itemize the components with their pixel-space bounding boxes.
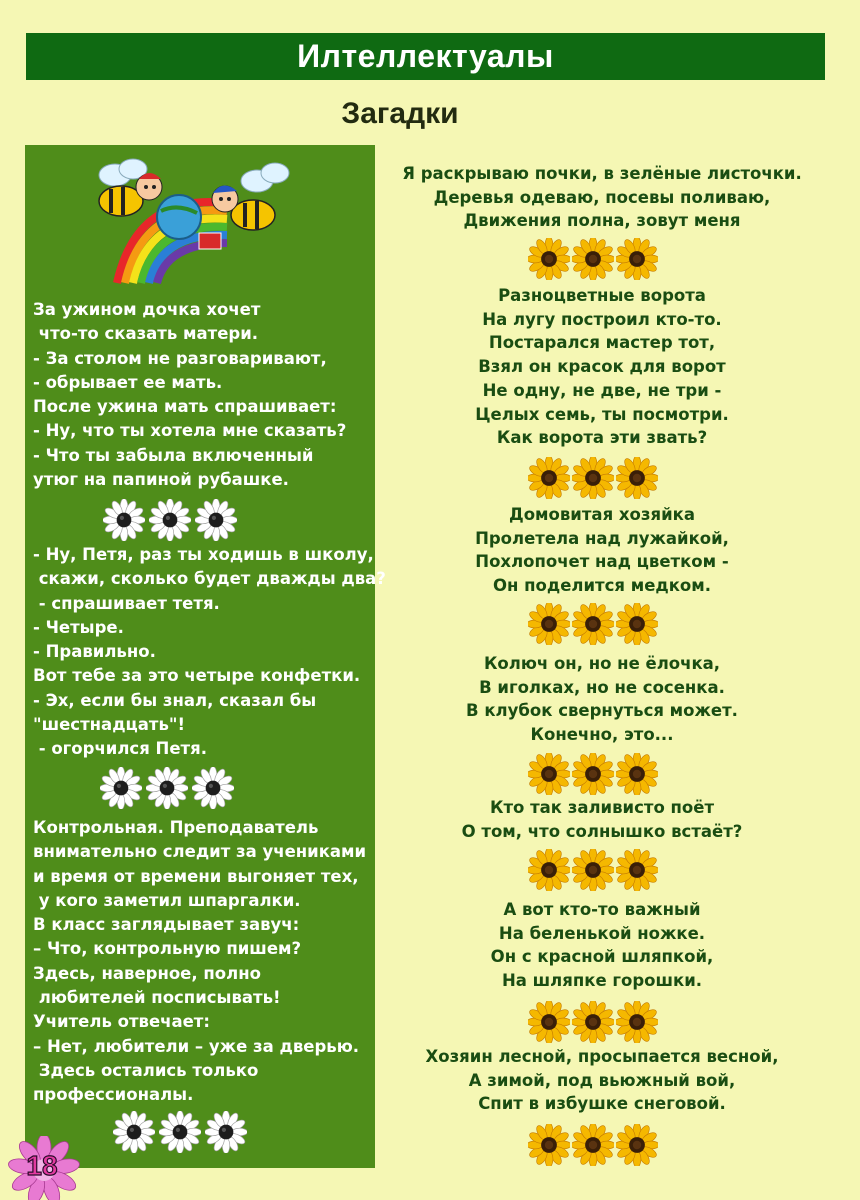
joke-line: - Четыре. — [33, 617, 124, 637]
riddle-line: На лугу построил кто-то. — [482, 309, 722, 329]
joke-line: Здесь, наверное, полно — [33, 963, 261, 983]
sunflower-icon — [572, 753, 614, 795]
sunflower-icon — [572, 1001, 614, 1043]
joke-line: В класс заглядывает завуч: — [33, 915, 300, 935]
joke-line: "шестнадцать"! — [33, 715, 185, 735]
joke-line: – Что, контрольную пишем? — [33, 939, 302, 959]
joke-line: – Нет, любители – уже за дверью. — [33, 1036, 360, 1056]
sunflower-icon — [528, 603, 570, 645]
riddle-line: А вот кто-то важный — [503, 900, 701, 919]
riddle-line: Целых семь, ты посмотри. — [475, 404, 729, 424]
sunflower-separator — [528, 1124, 658, 1166]
daisy-separator — [113, 1111, 247, 1153]
riddle-line: Взял он красок для ворот — [478, 357, 726, 377]
joke-line: - Ну, что ты хотела мне сказать? — [33, 421, 347, 441]
jokes-panel — [25, 145, 386, 1168]
riddle-line: Как ворота эти звать? — [496, 428, 708, 448]
daisy-icon — [192, 767, 234, 809]
riddle-2 — [372, 284, 832, 450]
page-number: 18 — [26, 1150, 58, 1181]
joke-2 — [33, 543, 386, 762]
daisy-icon — [149, 499, 191, 541]
sunflower-icon — [616, 603, 658, 645]
riddle-line: Я раскрываю почки, в зелёные листочки. — [402, 164, 802, 183]
sunflower-icon — [528, 849, 570, 891]
riddle-line: Кто так заливисто поёт — [489, 798, 715, 817]
riddle-line: Домовитая хозяйка — [509, 505, 695, 524]
riddle-line: А зимой, под вьюжный вой, — [468, 1070, 736, 1090]
riddle-line: В иголках, но не сосенка. — [479, 677, 725, 697]
sunflower-icon — [528, 238, 570, 280]
joke-line: После ужина мать спрашивает: — [33, 397, 337, 417]
sunflower-icon — [572, 849, 614, 891]
riddle-line: Не одну, не две, не три - — [482, 380, 722, 400]
daisy-icon — [195, 499, 237, 541]
joke-line: любителей посписывать! — [33, 988, 281, 1008]
sunflower-icon — [528, 457, 570, 499]
page-subtitle: Загадки — [341, 97, 459, 130]
sunflower-icon — [616, 238, 658, 280]
riddle-line: О том, что солнышко встаёт? — [461, 821, 743, 841]
sunflower-separator — [528, 238, 658, 280]
joke-line: Учитель отвечает: — [33, 1012, 210, 1032]
daisy-icon — [113, 1111, 155, 1153]
sunflower-separator — [528, 1001, 658, 1043]
joke-line: Здесь остались только — [33, 1060, 259, 1080]
joke-1 — [33, 298, 346, 492]
riddle-line: Колюч он, но не ёлочка, — [483, 654, 721, 673]
sunflower-separator — [528, 849, 658, 891]
daisy-icon — [100, 767, 142, 809]
sunflower-icon — [572, 238, 614, 280]
joke-line: у кого заметил шпаргалки. — [33, 890, 301, 910]
joke-line: - спрашивает тетя. — [33, 593, 220, 613]
daisy-icon — [103, 499, 145, 541]
joke-line: - Эх, если бы знал, сказал бы — [33, 690, 317, 710]
joke-line: что-то сказать матери. — [33, 324, 259, 344]
sunflower-icon — [528, 1124, 570, 1166]
sunflower-icon — [572, 457, 614, 499]
riddle-line: Он с красной шляпкой, — [490, 947, 714, 967]
joke-line: Контрольная. Преподаватель — [33, 818, 319, 837]
joke-line: Вот тебе за это четыре конфетки. — [33, 666, 361, 686]
section-title: Илтеллектуалы — [297, 38, 554, 74]
joke-line: - Ну, Петя, раз ты ходишь в школу, — [33, 545, 374, 564]
sunflower-icon — [616, 753, 658, 795]
sunflower-icon — [616, 457, 658, 499]
daisy-icon — [205, 1111, 247, 1153]
sunflower-icon — [616, 849, 658, 891]
riddle-line: Похлопочет над цветком - — [475, 552, 729, 572]
riddle-4 — [372, 652, 832, 747]
joke-line: - За столом не разговаривают, — [33, 348, 327, 368]
section-title-banner — [26, 33, 825, 80]
joke-3 — [33, 816, 366, 1108]
riddle-line: Разноцветные ворота — [498, 286, 706, 305]
riddle-line: Конечно, это... — [530, 725, 674, 745]
daisy-separator — [100, 767, 234, 809]
sunflower-icon — [528, 1001, 570, 1043]
joke-line: За ужином дочка хочет — [33, 300, 261, 319]
daisy-separator — [103, 499, 237, 541]
riddle-3 — [372, 503, 832, 598]
sunflower-separator — [528, 603, 658, 645]
joke-line: внимательно следит за учениками — [33, 842, 367, 862]
sunflower-icon — [616, 1124, 658, 1166]
joke-line: - огорчился Петя. — [33, 739, 207, 759]
riddle-line: Пролетела над лужайкой, — [475, 528, 729, 548]
riddle-line: Он поделится медком. — [492, 576, 712, 596]
joke-line: и время от времени выгоняет тех, — [33, 866, 359, 886]
joke-line: профессионалы. — [33, 1085, 194, 1105]
sunflower-icon — [572, 603, 614, 645]
riddle-line: Спит в избушке снеговой. — [478, 1094, 726, 1114]
sunflower-separator — [528, 457, 658, 499]
riddle-5 — [372, 796, 832, 843]
riddle-line: Деревья одеваю, посевы поливаю, — [433, 187, 771, 207]
daisy-icon — [159, 1111, 201, 1153]
bees-rainbow-illustration — [77, 153, 297, 288]
riddle-7 — [372, 1045, 832, 1116]
riddle-line: Хозяин лесной, просыпается весной, — [425, 1047, 779, 1066]
joke-line: утюг на папиной рубашке. — [33, 470, 289, 490]
joke-line: скажи, сколько будет дважды два? — [33, 569, 386, 589]
sunflower-separator — [528, 753, 658, 795]
riddle-line: Движения полна, зовут меня — [463, 211, 741, 231]
joke-line: - Что ты забыла включенный — [33, 445, 314, 465]
riddle-line: На шляпке горошки. — [501, 971, 703, 991]
daisy-icon — [146, 767, 188, 809]
riddle-line: На беленькой ножке. — [498, 923, 706, 943]
sunflower-icon — [616, 1001, 658, 1043]
riddle-line: Постарался мастер тот, — [488, 333, 716, 353]
sunflower-icon — [528, 753, 570, 795]
riddle-1 — [372, 162, 832, 233]
joke-line: - обрывает ее мать. — [33, 372, 223, 392]
joke-line: - Правильно. — [33, 642, 156, 662]
sunflower-icon — [572, 1124, 614, 1166]
riddle-6 — [372, 898, 832, 993]
riddle-line: В клубок свернуться может. — [466, 701, 738, 721]
